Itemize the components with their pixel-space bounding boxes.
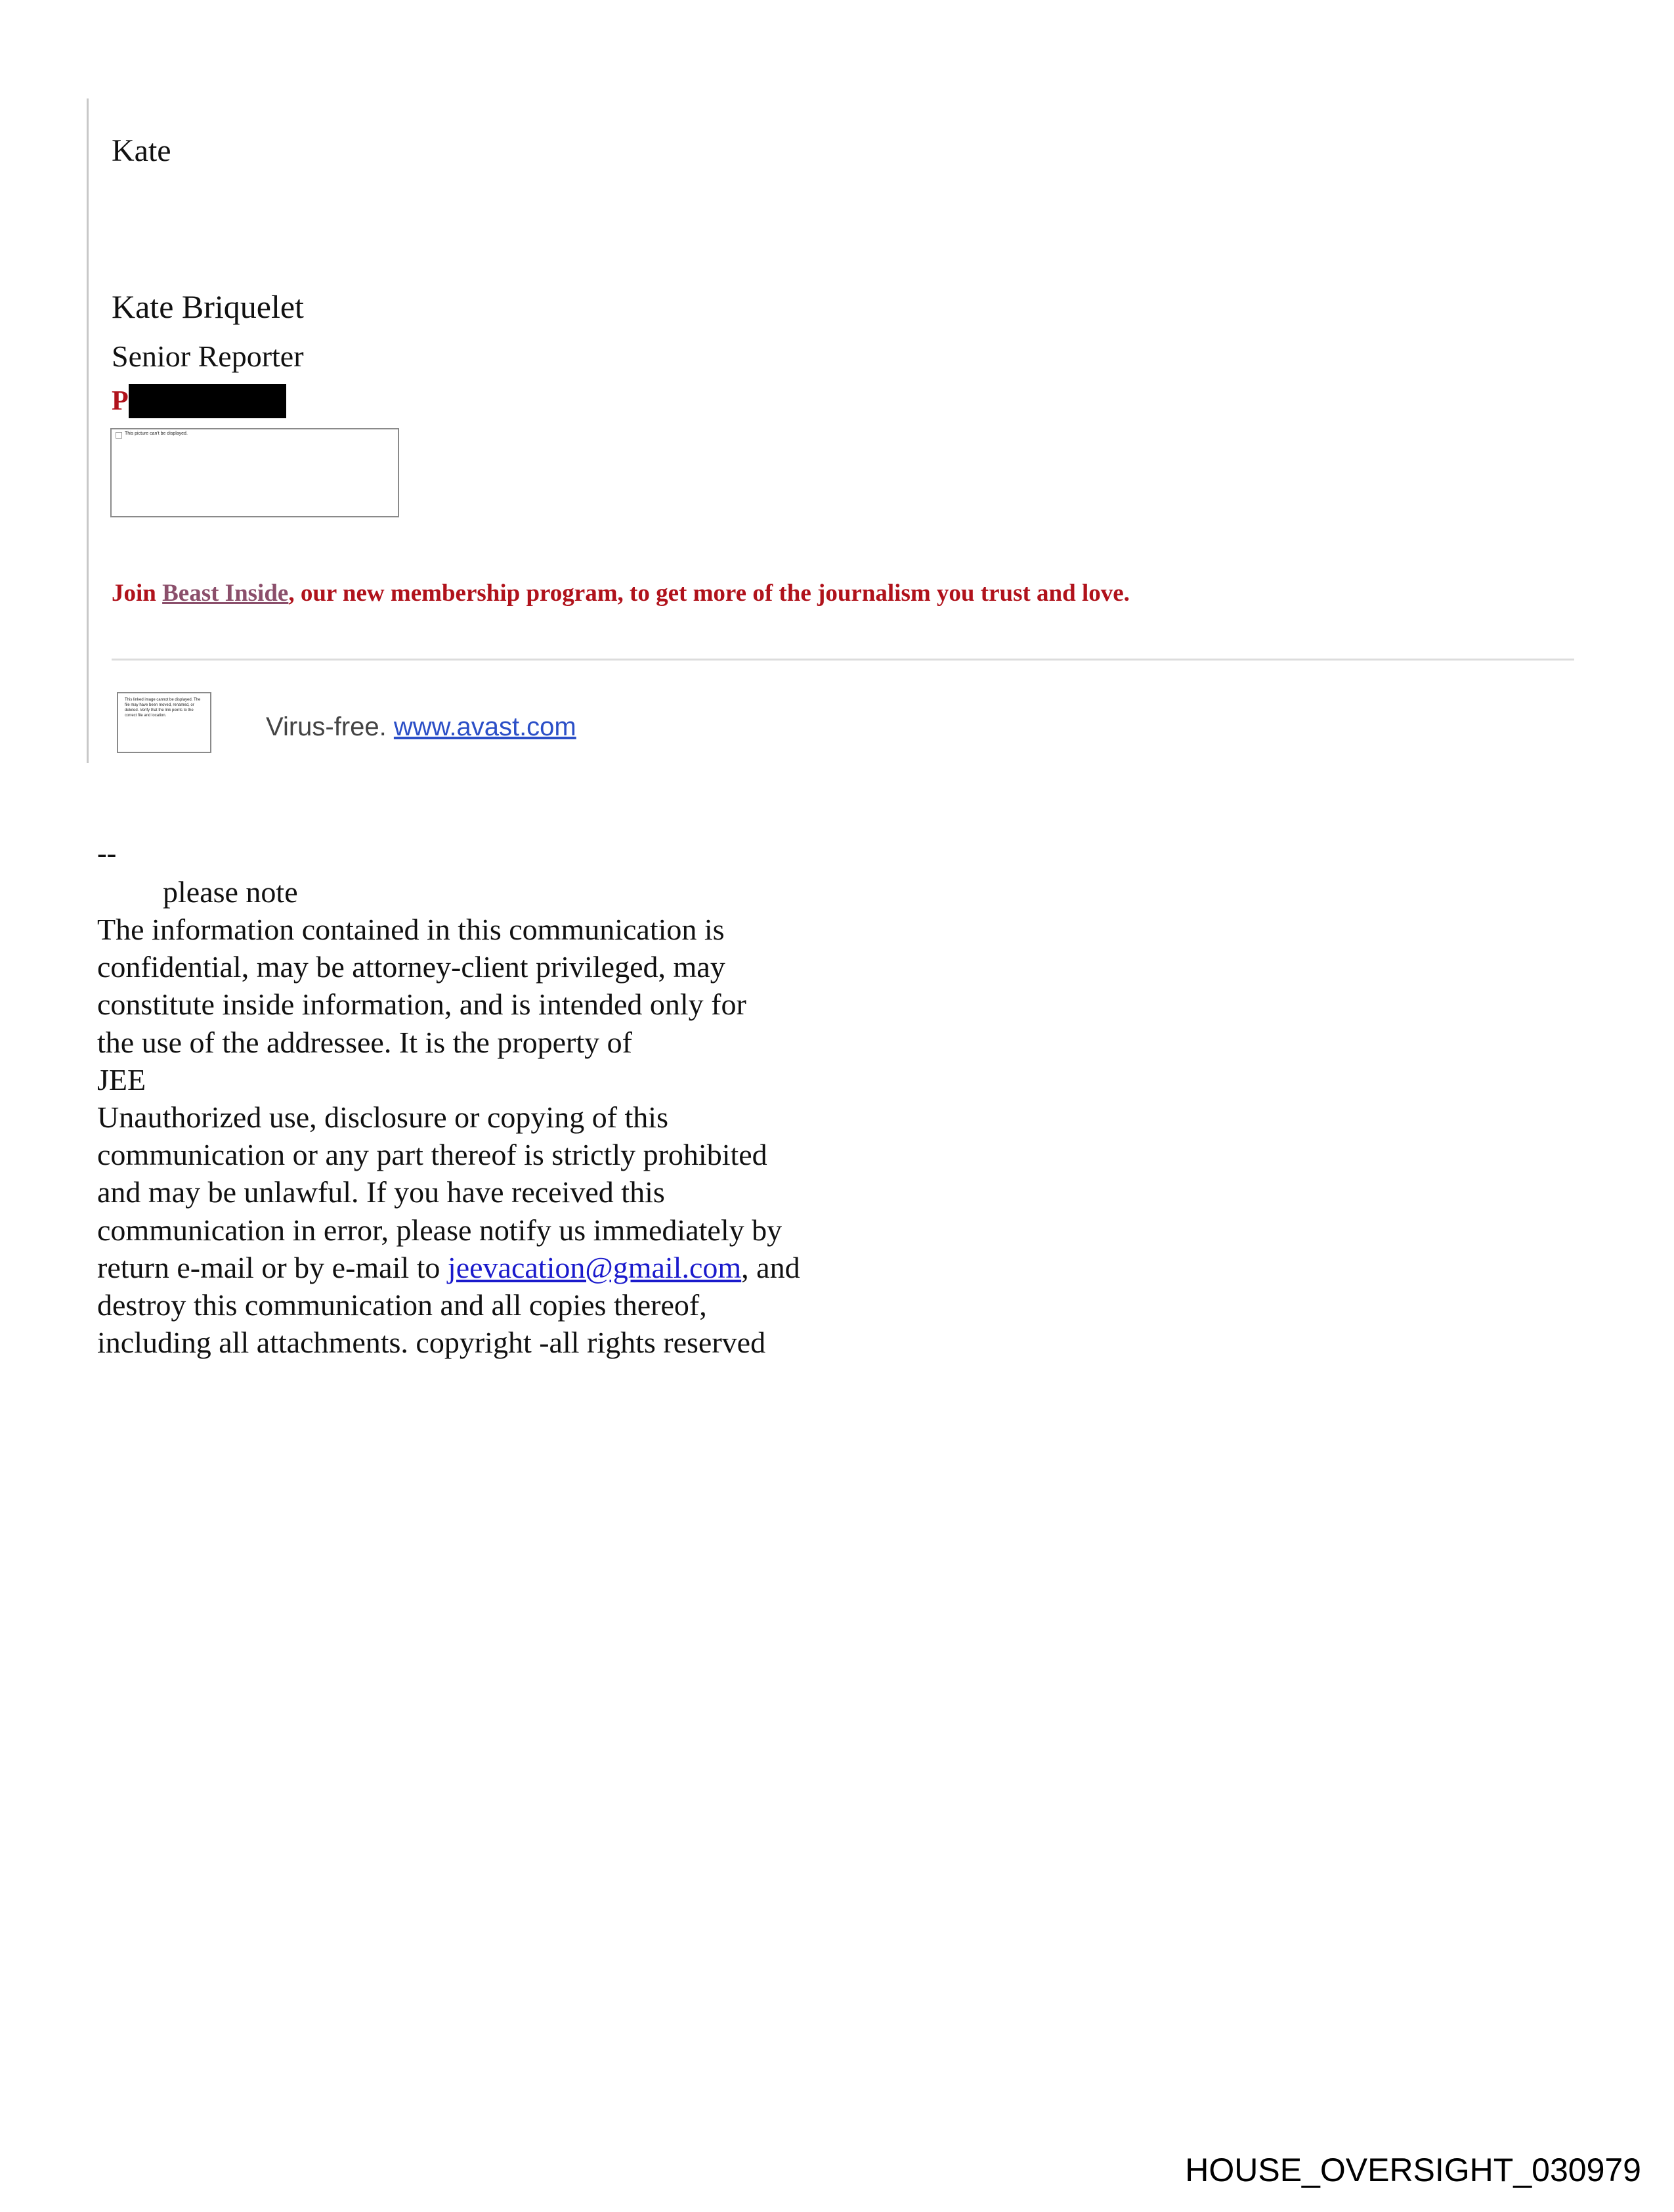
virus-free-notice bbox=[266, 710, 576, 743]
beast-inside-link[interactable]: Beast Inside bbox=[162, 580, 289, 607]
disclaimer-line: destroy this communication and all copies thereof, bbox=[97, 1288, 707, 1322]
confidentiality-disclaimer bbox=[97, 911, 885, 1361]
email-link[interactable]: jeevacation@gmail.com bbox=[447, 1250, 742, 1284]
membership-promo bbox=[112, 578, 1130, 609]
signature-image-placeholder bbox=[110, 428, 399, 517]
disclaimer-line: the use of the addressee. It is the property of bbox=[97, 1025, 632, 1059]
signature-image-alt: This picture can't be displayed. bbox=[125, 431, 188, 436]
disclaimer-email-line bbox=[97, 1249, 885, 1286]
promo-text-after: , our new membership program, to get more of the journalism you trust and love. bbox=[288, 580, 1130, 607]
disclaimer-line: The information contained in this communication is bbox=[97, 913, 725, 946]
broken-image-icon bbox=[116, 432, 122, 439]
email-line-after: , and bbox=[741, 1250, 800, 1284]
signature-name: Kate Briquelet bbox=[112, 288, 304, 325]
disclaimer-line: JEE bbox=[97, 1062, 146, 1096]
disclaimer-line: including all attachments. copyright -all rights reserved bbox=[97, 1326, 766, 1360]
footer-separator: -- bbox=[97, 837, 117, 869]
bates-number: HOUSE_OVERSIGHT_030979 bbox=[1185, 2152, 1641, 2188]
disclaimer-line: Unauthorized use, disclosure or copying of this bbox=[97, 1100, 668, 1135]
disclaimer-line: confidential, may be attorney-client privileged, may bbox=[97, 950, 725, 984]
disclaimer-line: and may be unlawful. If you have received this bbox=[97, 1175, 665, 1209]
quote-bar bbox=[87, 98, 89, 763]
disclaimer-line: communication in error, please notify us immediately by bbox=[97, 1213, 783, 1247]
avast-image-alt: This linked image cannot be displayed. The file may have been moved, renamed, or deleted. Verify that the link points to the correct file and location. bbox=[125, 698, 201, 718]
virus-free-text: Virus-free. bbox=[266, 712, 394, 741]
avast-image-placeholder bbox=[117, 692, 211, 753]
signature-phone bbox=[112, 384, 286, 418]
avast-link[interactable]: www.avast.com bbox=[393, 712, 576, 741]
divider bbox=[112, 659, 1574, 661]
phone-prefix: P bbox=[112, 386, 129, 416]
redaction-block bbox=[129, 384, 286, 418]
disclaimer-line: communication or any part thereof is strictly prohibited bbox=[97, 1138, 767, 1172]
greeting: Kate bbox=[112, 133, 171, 168]
please-note: please note bbox=[163, 875, 298, 909]
disclaimer-line: constitute inside information, and is intended only for bbox=[97, 987, 746, 1022]
signature-title: Senior Reporter bbox=[112, 339, 304, 373]
email-line-before: return e-mail or by e-mail to bbox=[97, 1250, 448, 1284]
promo-text-before: Join bbox=[112, 580, 163, 607]
